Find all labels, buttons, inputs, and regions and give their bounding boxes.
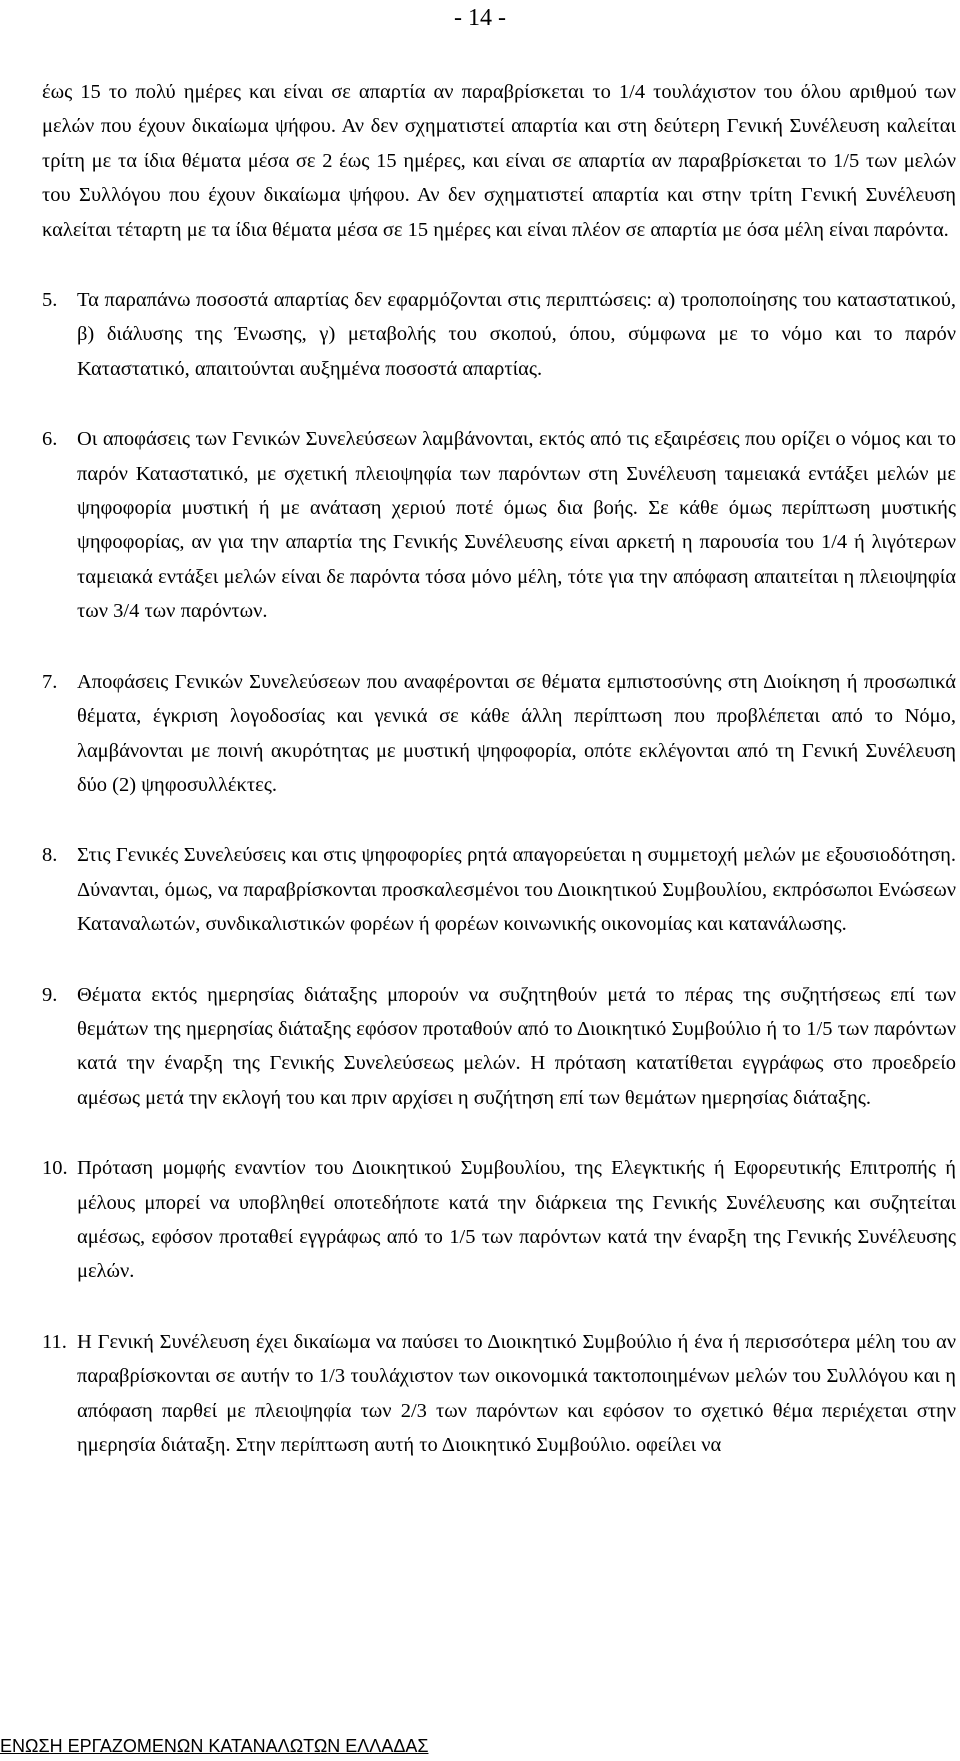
item-text: Πρόταση μομφής εναντίον του Διοικητικού Συμβουλίου, της Ελεγκτικής ή Εφορευτικής Επιτροπής ή μέλους μπορεί να υποβληθεί οποτεδήποτε κατά την διάρκεια της Γενικής Συνέλευσης και συζητείται αμέσως, εφόσον προταθεί εγγράφως από το 1/5 των παρόντων κατά την έναρξη της Γενικής Συνέλευσης μελών. (77, 1157, 956, 1283)
page-number: - 14 - (454, 5, 506, 31)
list-item-6 (42, 422, 956, 628)
footer-organization-name: ΕΝΩΣΗ ΕΡΓΑΖΟΜΕΝΩΝ ΚΑΤΑΝΑΛΩΤΩΝ ΕΛΛΑΔΑΣ (0, 1736, 429, 1756)
list-item-9 (42, 978, 956, 1116)
list-item-5 (42, 283, 956, 386)
list-item-10 (42, 1151, 956, 1289)
item-number: 9. (42, 983, 58, 1006)
item-number: 11. (42, 1330, 67, 1353)
intro-paragraph: έως 15 το πολύ ημέρες και είναι σε απαρτία αν παραβρίσκεται το 1/4 τουλάχιστον του όλου αριθμού των μελών που έχουν δικαίωμα ψήφου. Αν δεν σχηματιστεί απαρτία και στη δεύτερη Γενική Συνέλευση καλείται τρίτη με τα ίδια θέματα μέσα σε 2 έως 15 ημέρες, και είναι σε απαρτία αν παραβρίσκεται το 1/5 των μελών του Συλλόγου που έχουν δικαίωμα ψήφου. Αν δεν σχηματιστεί απαρτία και στην τρίτη Γενική Συνέλευση καλείται τέταρτη με τα ίδια θέματα μέσα σε 15 ημέρες και είναι πλέον σε απαρτία με όσα μέλη είναι παρόντα. (42, 81, 956, 241)
item-text: Τα παραπάνω ποσοστά απαρτίας δεν εφαρμόζονται στις περιπτώσεις: α) τροποποίησης του καταστατικού, β) διάλυσης της Ένωσης, γ) μεταβολής του σκοπού, όπου, σύμφωνα με το νόμο και το παρόν Καταστατικό, απαιτούνται αυξημένα ποσοστά απαρτίας. (77, 289, 956, 380)
document-body (42, 75, 956, 1498)
list-item-8 (42, 838, 956, 941)
list-item-11 (42, 1325, 956, 1463)
item-number: 7. (42, 670, 58, 693)
item-number: 10. (42, 1157, 68, 1180)
item-text: Η Γενική Συνέλευση έχει δικαίωμα να παύσει το Διοικητικό Συμβούλιο ή ένα ή περισσότερα μέλη του αν παραβρίσκονται σε αυτήν το 1/3 τουλάχιστον των οικονομικά τακτοποιημένων μελών του Συλλόγου και η απόφαση παρθεί με πλειοψηφία των 2/3 των παρόντων και εφόσον το σχετικό θέμα περιέχεται στην ημερησία διάταξη. Στην περίπτωση αυτή το Διοικητικό Συμβούλιο. οφείλει να (77, 1330, 956, 1456)
item-text: Οι αποφάσεις των Γενικών Συνελεύσεων λαμβάνονται, εκτός από τις εξαιρέσεις που ορίζει ο νόμος και το παρόν Καταστατικό, με σχετική πλειοψηφία των παρόντων στη Συνέλευση ταμειακά εντάξει μελών με ψηφοφορία μυστική ή με ανάταση χεριού ποτέ όμως δια βοής. Σε κάθε όμως περίπτωση μυστικής ψηφοφορίας, αν για την απαρτία της Γενικής Συνέλευσης είναι αρκετή η παρουσία του 1/4 ή λιγότερων ταμειακά εντάξει μελών είναι δε παρόντα τόσα μόνο μέλη, τότε για την απόφαση απαιτείται η πλειοψηφία των 3/4 των παρόντων. (77, 428, 956, 623)
item-number: 5. (42, 289, 58, 312)
list-item-7 (42, 665, 956, 803)
item-text: Στις Γενικές Συνελεύσεις και στις ψηφοφορίες ρητά απαγορεύεται η συμμετοχή μελών με εξουσιοδότηση. Δύνανται, όμως, να παραβρίσκονται προσκαλεσμένοι του Διοικητικού Συμβουλίου, εκπρόσωποι Ενώσεων Καταναλωτών, συνδικαλιστικών φορέων ή φορέων κοινωνικής οικονομίας και κατανάλωσης. (77, 844, 956, 936)
item-number: 6. (42, 428, 58, 451)
item-text: Θέματα εκτός ημερησίας διάταξης μπορούν να συζητηθούν μετά το πέρας της συζητήσεως επί των θεμάτων της ημερησίας διάταξης εφόσον προταθούν από το Διοικητικό Συμβούλιο ή το 1/5 των παρόντων κατά την έναρξη της Γενικής Συνελεύσεως μελών. Η πρόταση κατατίθεται εγγράφως στο προεδρείο αμέσως μετά την εκλογή του και πριν αρχίσει η συζήτηση επί των θεμάτων ημερησίας διάταξης. (77, 983, 956, 1109)
item-text: Αποφάσεις Γενικών Συνελεύσεων που αναφέρονται σε θέματα εμπιστοσύνης στη Διοίκηση ή προσωπικά θέματα, έγκριση λογοδοσίας και γενικά σε κάθε άλλη περίπτωση που προβλέπεται από το Νόμο, λαμβάνονται με ποινή ακυρότητας με μυστική ψηφοφορία, οπότε εκλέγονται από τη Γενική Συνέλευση δύο (2) ψηφοσυλλέκτες. (77, 670, 956, 796)
item-number: 8. (42, 844, 58, 867)
